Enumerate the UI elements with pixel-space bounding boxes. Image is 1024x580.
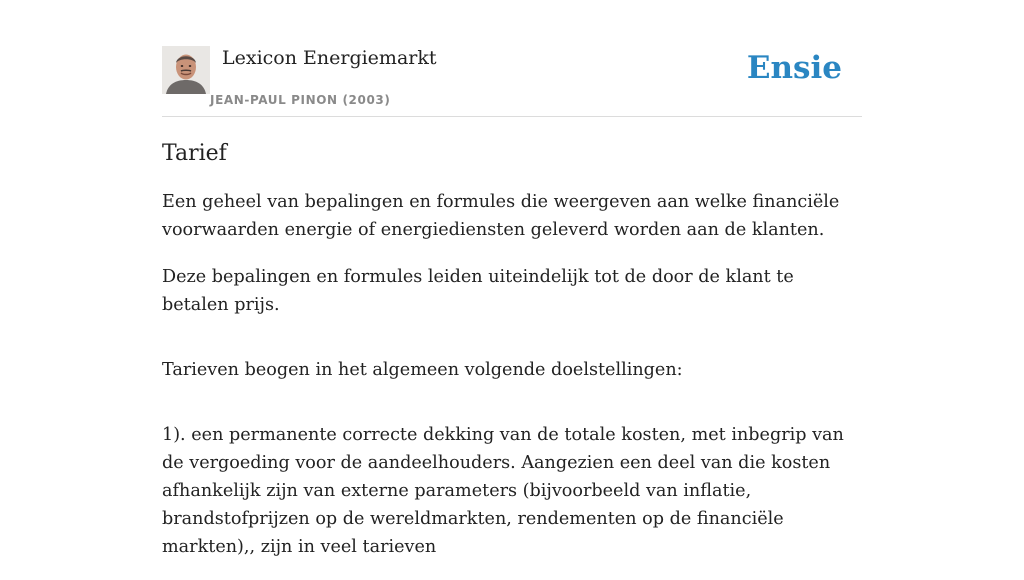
book-title[interactable]: Lexicon Energiemarkt xyxy=(222,47,437,69)
entry-content xyxy=(162,138,862,580)
entry-paragraph: Tarieven beogen in het algemeen volgende doelstellingen: xyxy=(162,360,683,380)
author-name[interactable]: JEAN-PAUL PINON (2003) xyxy=(210,93,391,107)
author-avatar xyxy=(162,46,210,94)
entry-paragraph: Een geheel van bepalingen en formules die weergeven aan welke financiële voorwaarden energie of energiediensten geleverd worden aan de klanten. xyxy=(162,192,840,240)
entry-paragraph: 1). een permanente correcte dekking van de totale kosten, met inbegrip van de vergoeding voor de aandeelhouders. Aangezien een deel van die kosten afhankelijk zijn van externe parameters (bijvoorbeeld van inflatie, brandstofprijzen op de wereldmarkten, rendementen op de financiële markten),, zijn in veel tarieven xyxy=(162,425,844,557)
author-portrait-icon xyxy=(162,46,210,94)
entry-term: Tarief xyxy=(162,141,227,166)
entry-paragraph: Deze bepalingen en formules leiden uiteindelijk tot de door de klant te betalen prijs. xyxy=(162,267,794,315)
ensie-logo[interactable]: Ensie xyxy=(746,50,842,86)
header xyxy=(162,46,862,117)
